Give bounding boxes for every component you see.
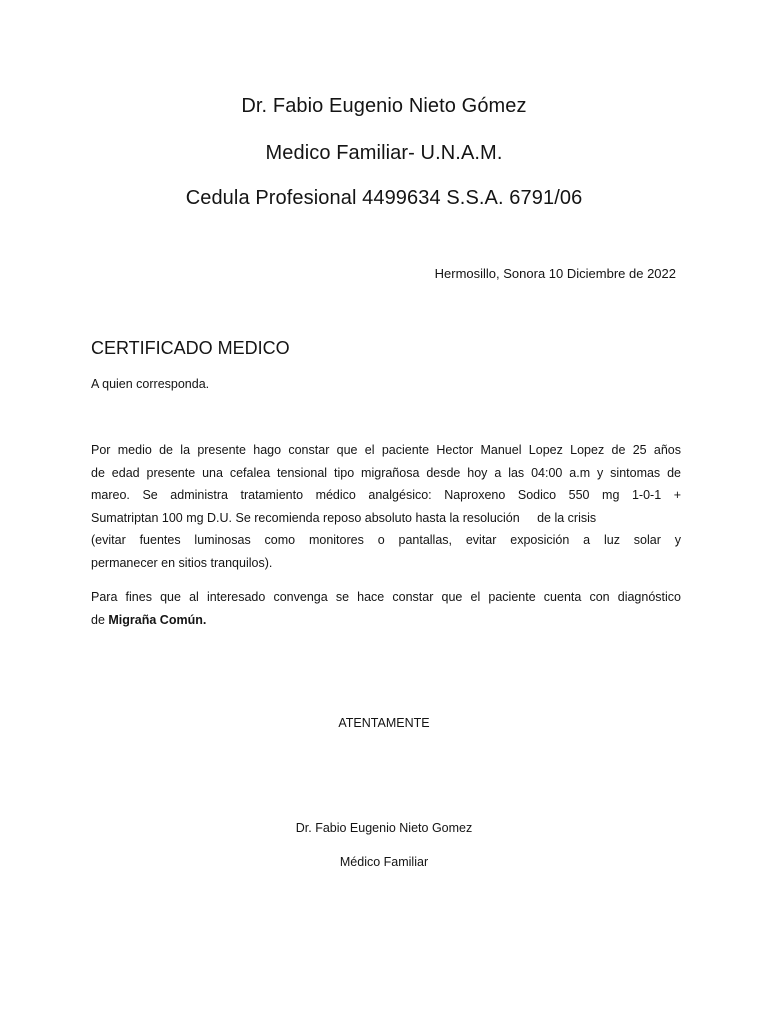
place-and-date: Hermosillo, Sonora 10 Diciembre de 2022: [434, 266, 676, 281]
signature-role: Médico Familiar: [339, 855, 429, 869]
closing-phrase: ATENTAMENTE: [338, 716, 430, 730]
professional-license-header: Cedula Profesional 4499634 S.S.A. 6791/06: [185, 187, 583, 209]
paragraph-line: permanecer en sitios tranquilos).: [91, 555, 273, 570]
salutation: A quien corresponda.: [91, 377, 210, 391]
body-paragraph-1: [91, 439, 681, 575]
paragraph-line: (evitar fuentes luminosas como monitores o pantallas, evitar exposición a luz solar y: [91, 533, 681, 548]
signature-name: Dr. Fabio Eugenio Nieto Gomez: [295, 821, 473, 835]
doctor-title-header: Medico Familiar- U.N.A.M.: [265, 142, 503, 164]
paragraph-line: de edad presente una cefalea tensional tipo migrañosa desde hoy a las 04:00 a.m y sintomas de: [91, 465, 681, 480]
paragraph-line: Por medio de la presente hago constar que el paciente Hector Manuel Lopez Lopez de 25 años: [91, 443, 681, 457]
body-paragraph-2: [91, 586, 681, 631]
doctor-name-header: Dr. Fabio Eugenio Nieto Gómez: [241, 95, 527, 117]
document-heading: CERTIFICADO MEDICO: [91, 338, 290, 358]
paragraph-line: mareo. Se administra tratamiento médico analgésico: Naproxeno Sodico 550 mg 1-0-1 +: [91, 488, 681, 503]
diagnosis: Migraña Común.: [108, 612, 207, 627]
diagnosis-prefix: de: [91, 612, 109, 627]
paragraph-line: Sumatriptan 100 mg D.U. Se recomienda reposo absoluto hasta la resolución de la crisis: [91, 510, 597, 525]
paragraph-line: [91, 609, 681, 632]
paragraph-line: Para fines que al interesado convenga se hace constar que el paciente cuenta con diagnóstico: [91, 590, 681, 604]
